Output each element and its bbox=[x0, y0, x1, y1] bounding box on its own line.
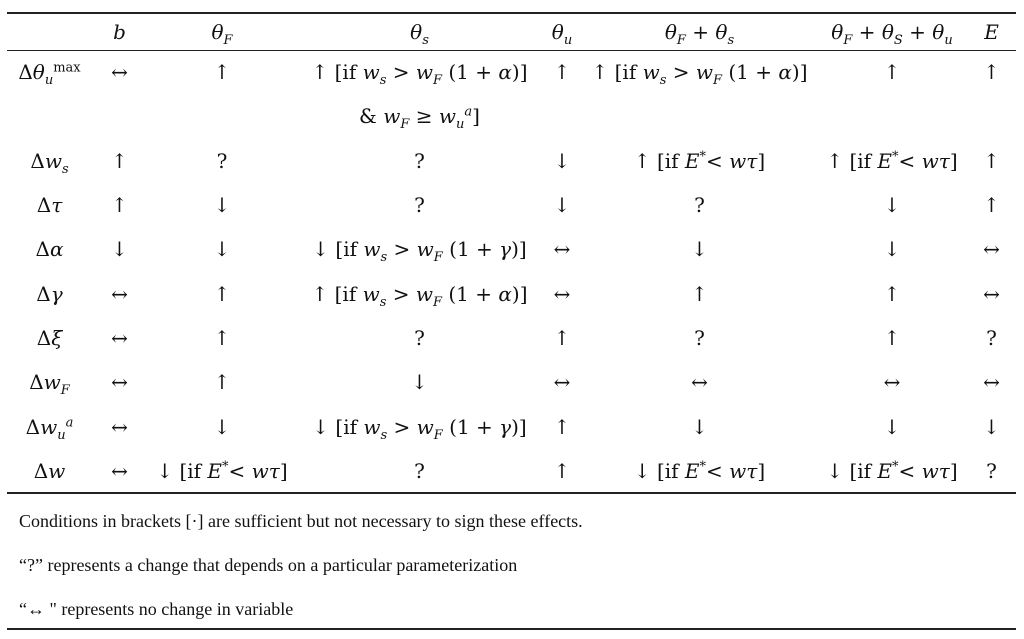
table-cell: ↓ bbox=[883, 414, 901, 439]
table-row bbox=[7, 50, 1016, 94]
table-cell: ↓ bbox=[213, 237, 231, 262]
table-cell: ↓ bbox=[411, 370, 428, 395]
table-cell: ↑ bbox=[983, 60, 1000, 85]
table-cell: ↑ bbox=[111, 148, 128, 173]
table-cell bbox=[582, 94, 817, 138]
table-cell: ↓ bbox=[691, 414, 708, 439]
table-cell: ↔ bbox=[553, 370, 571, 395]
table-cell: ? bbox=[694, 193, 705, 218]
row-label: Δτ bbox=[36, 193, 63, 218]
table-cell: ↓ bbox=[213, 193, 231, 218]
table-row bbox=[7, 316, 1016, 360]
table-cell: ↑ bbox=[213, 370, 231, 395]
table-cell: ↑ bbox=[983, 148, 1000, 173]
note-question-mark: “?” represents a change that depends on a particular parameterization bbox=[19, 555, 518, 575]
table-cell: ↑ bbox=[691, 281, 708, 306]
table-cell: ? bbox=[414, 325, 425, 350]
table-cell: ↓ [if $w_s > w_F$ (1 + γ)] bbox=[312, 237, 527, 266]
table-row bbox=[7, 271, 1016, 315]
row-label bbox=[7, 94, 92, 138]
table-cell bbox=[967, 94, 1016, 138]
table-cell: ↑ bbox=[213, 281, 231, 306]
table-cell: ↑ [if E*< wτ] bbox=[826, 148, 958, 173]
table-cell: ↔ bbox=[883, 370, 901, 395]
comparative-statics-table bbox=[7, 14, 1016, 493]
table-cell: ↑ bbox=[553, 458, 571, 483]
table-cell: ↓ bbox=[213, 414, 231, 439]
table-cell: ↓ [if E*< wτ] bbox=[633, 458, 766, 483]
row-label: Δγ bbox=[36, 281, 63, 306]
table-row bbox=[7, 360, 1016, 404]
table-cell: & $w_F \ge w_u^a$] bbox=[359, 104, 480, 133]
table-cell: ↑ [if E*< wτ] bbox=[633, 148, 766, 173]
row-label: $\Delta w_F$ bbox=[29, 370, 70, 399]
table-cell: ↑ bbox=[553, 325, 571, 350]
table-cell: ↔ bbox=[983, 237, 1000, 262]
table-cell: ↔ bbox=[111, 370, 128, 395]
table-cell: ? bbox=[694, 325, 705, 350]
table-cell bbox=[542, 94, 582, 138]
table-cell: ? bbox=[986, 325, 997, 350]
table-cell: ↓ bbox=[111, 237, 128, 262]
table-cell: ↔ bbox=[553, 281, 571, 306]
table-cell: ↑ bbox=[213, 325, 231, 350]
table-row bbox=[7, 404, 1016, 448]
table-cell: ↑ [if $w_s > w_F$ (1 + α)] bbox=[591, 60, 808, 89]
table-cell: ? bbox=[414, 148, 425, 173]
table-cell: ↔ bbox=[111, 414, 128, 439]
note-no-change: “↔ " represents no change in variable bbox=[19, 599, 294, 619]
table-cell: ↓ bbox=[883, 237, 901, 262]
table-cell: ↑ bbox=[883, 325, 901, 350]
table-cell bbox=[147, 94, 297, 138]
table-cell: ↓ bbox=[553, 193, 571, 218]
table-cell: ↓ [if E*< wτ] bbox=[826, 458, 958, 483]
table-cell: ? bbox=[216, 148, 228, 173]
table-cell bbox=[92, 94, 147, 138]
note-conditions: Conditions in brackets [·] are sufficient but not necessary to sign these effects. bbox=[19, 511, 583, 531]
table-cell: ↔ bbox=[983, 370, 1000, 395]
row-label: Δα bbox=[35, 237, 64, 262]
table-cell: ↔ bbox=[111, 325, 128, 350]
column-header: $\theta_u$ bbox=[551, 20, 573, 48]
row-label: $\Delta w_u^a$ bbox=[25, 414, 74, 443]
column-header: b bbox=[113, 20, 126, 44]
column-header: $\theta_F + \theta_S + \theta_u$ bbox=[831, 20, 953, 48]
table-cell: ↑ [if $w_s > w_F$ (1 + α)] bbox=[311, 281, 528, 310]
table-cell: ↑ [if $w_s > w_F$ (1 + α)] bbox=[311, 60, 528, 89]
column-header: $\theta_F + \theta_s$ bbox=[664, 20, 735, 48]
table-row bbox=[7, 139, 1016, 183]
table-cell bbox=[817, 94, 967, 138]
table-cell: ↔ bbox=[111, 458, 128, 483]
table-cell: ↑ bbox=[213, 60, 231, 85]
table-row bbox=[7, 94, 1016, 138]
table-cell: ↓ bbox=[553, 148, 571, 173]
table-cell: ↑ bbox=[111, 193, 128, 218]
table-cell: ↔ bbox=[553, 237, 571, 262]
table-cell: ↓ [if E*< wτ] bbox=[156, 458, 288, 483]
row-label: Δξ bbox=[36, 325, 63, 350]
table-cell: ? bbox=[414, 193, 425, 218]
table-cell: ↔ bbox=[691, 370, 708, 395]
table-cell: ↔ bbox=[983, 281, 1000, 306]
table-cell: ↓ bbox=[691, 237, 708, 262]
column-header: $\theta_F$ bbox=[211, 20, 233, 48]
table-cell: ↓ [if $w_s > w_F$ (1 + γ)] bbox=[312, 414, 527, 443]
table-cell: ↔ bbox=[111, 60, 128, 85]
table-cell: ↑ bbox=[883, 281, 901, 306]
row-label: $\Delta w_s$ bbox=[30, 148, 69, 177]
table-cell: ↑ bbox=[553, 60, 571, 85]
table-row bbox=[7, 227, 1016, 271]
table-row bbox=[7, 449, 1016, 493]
table-cell: ↑ bbox=[983, 193, 1000, 218]
row-label: Δw bbox=[33, 458, 66, 483]
column-header: E bbox=[984, 20, 999, 44]
column-header: $\theta_s$ bbox=[410, 20, 429, 48]
header-corner bbox=[7, 14, 92, 50]
table-row bbox=[7, 183, 1016, 227]
table-notes bbox=[19, 500, 1009, 632]
table-cell: ? bbox=[414, 458, 425, 483]
table-cell: ↑ bbox=[883, 60, 901, 85]
header-row bbox=[7, 14, 1016, 50]
table-cell: ↓ bbox=[983, 414, 1000, 439]
table-cell: ? bbox=[986, 458, 997, 483]
table-cell: ↔ bbox=[111, 281, 128, 306]
table-cell: ↑ bbox=[553, 414, 571, 439]
table-cell: ↓ bbox=[883, 193, 901, 218]
row-label: $\Delta\theta_u^{max}$ bbox=[18, 60, 81, 89]
